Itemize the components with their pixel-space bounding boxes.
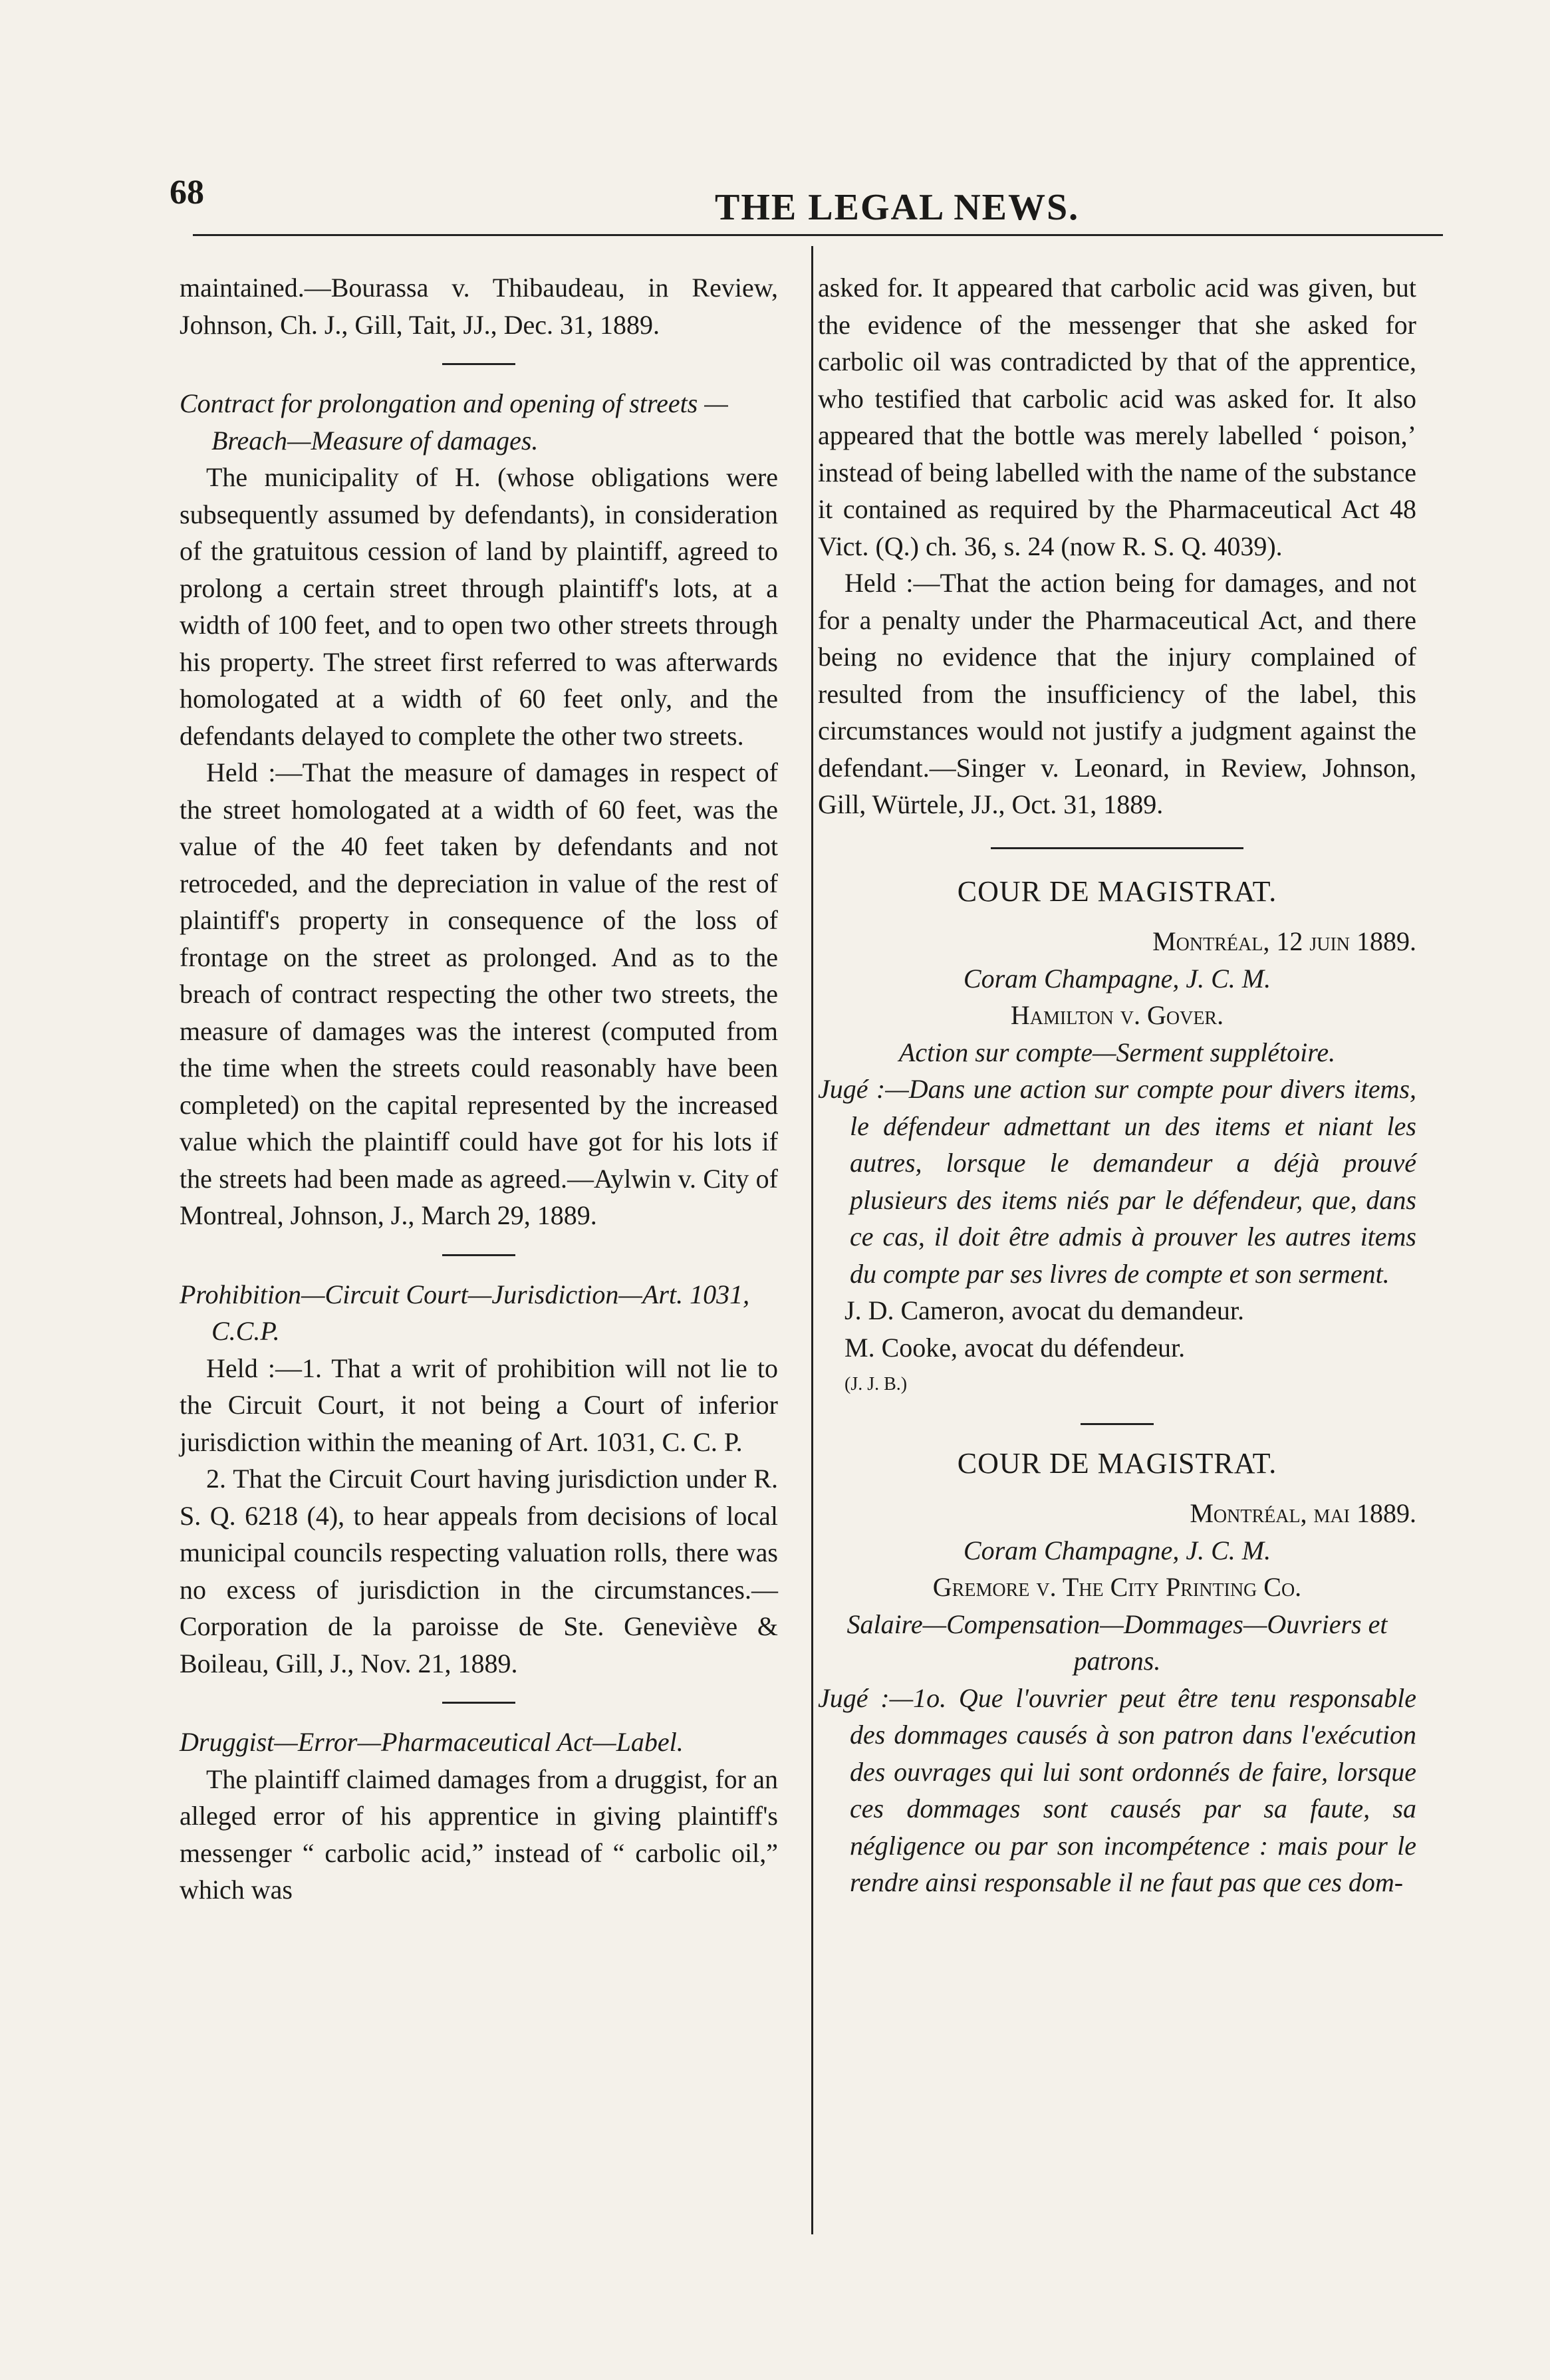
- separator: [442, 363, 515, 365]
- judgment: Jugé :—1o. Que l'ouvrier peut être tenu responsable des dommages causés à son patron dans l'exécution des ouvrages qui lui sont ordonnés de faire, lorsque ces dommages sont causés par sa faute, sa négligence ou par son incompétence : mais pour le rendre ainsi responsable il ne faut pas que ces dom-: [818, 1682, 1416, 1897]
- paragraph-held-1: Held :—1. That a writ of prohibition will not lie to the Circuit Court, it not being a Court of inferior jurisdiction within the meaning of Art. 1031, C. C. P.: [180, 1353, 778, 1457]
- separator: [442, 1702, 515, 1704]
- left-column: [180, 269, 778, 1909]
- case-heading-druggist: Druggist—Error—Pharmaceutical Act—Label.: [180, 1727, 684, 1757]
- paragraph-held-druggist: Held :—That the action being for damages, and not for a penalty under the Pharmaceutical Act, and there being no evidence that the injury complained of resulted from the insufficiency of the label, this circumstances would not justify a judgment against the defendant.—Singer v. Leonard, in Review, Johnson, Gill, Würtele, JJ., Oct. 31, 1889.: [818, 568, 1416, 819]
- section-title: COUR DE MAGISTRAT.: [957, 874, 1277, 908]
- paragraph-held: Held :—That the measure of damages in respect of the street homologated at a width of 60 feet, was the value of the 40 feet taken by defendants and not retroceded, and the depreciation in value of the rest of plaintiff's property in consequence of the loss of frontage on the street as prolonged. And as to the breach of contract respecting the other two streets, the measure of damages was the interest (computed from the time when the streets could reasonably have been completed) on the capital represented by the increased value which the plaintiff could have got for his lots if the streets had been made as agreed.—Aylwin v. City of Montreal, Johnson, J., March 29, 1889.: [180, 757, 778, 1230]
- page-header: [170, 166, 1446, 233]
- subject: Action sur compte—Serment supplétoire.: [898, 1037, 1336, 1067]
- separator: [442, 1254, 515, 1256]
- right-column: [818, 269, 1416, 1901]
- case-heading-prohibition: Prohibition—Circuit Court—Jurisdiction—Art. 1031, C.C.P.: [180, 1279, 750, 1346]
- coram: Coram Champagne, J. C. M.: [963, 963, 1271, 993]
- subject: Salaire—Compensation—Dommages—Ouvriers et patrons.: [846, 1609, 1388, 1676]
- running-title: THE LEGAL NEWS.: [715, 187, 1080, 228]
- header-rule: [193, 234, 1443, 236]
- paragraph-continuation: asked for. It appeared that carbolic acid was given, but the evidence of the messenger that she asked for carbolic oil was contradicted by that of the apprentice, who testified that carbolic acid was asked for. It also appeared that the bottle was merely labelled ‘ poison,’ instead of being labelled with the name of the substance it contained as required by the Pharmaceutical Act 48 Vict. (Q.) ch. 36, s. 24 (now R. S. Q. 4039).: [818, 273, 1416, 561]
- page-number: 68: [170, 174, 204, 211]
- paragraph-druggist: The plaintiff claimed damages from a druggist, for an alleged error of his apprentice in giving plaintiff's messenger “ carbolic acid,” instead of “ carbolic oil,” which was: [180, 1764, 778, 1905]
- reporter-initials: (J. J. B.): [844, 1374, 908, 1394]
- case-heading-streets: Contract for prolongation and opening of streets —Breach—Measure of damages.: [180, 388, 728, 456]
- section-title: COUR DE MAGISTRAT.: [957, 1446, 1277, 1480]
- parties: Gremore v. The City Printing Co.: [932, 1572, 1302, 1602]
- coram: Coram Champagne, J. C. M.: [963, 1535, 1271, 1565]
- separator: [1081, 1423, 1154, 1425]
- place-date: Montréal, mai 1889.: [1190, 1498, 1416, 1528]
- paragraph-held-2: 2. That the Circuit Court having jurisdiction under R. S. Q. 6218 (4), to hear appeals from decisions of local municipal councils respecting valuation rolls, there was no excess of jurisdiction in the circumstances.—Corporation de la paroisse de Ste. Geneviève & Boileau, Gill, J., Nov. 21, 1889.: [180, 1464, 778, 1678]
- parties: Hamilton v. Gover.: [1010, 1000, 1224, 1030]
- counsel-defendant: M. Cooke, avocat du défendeur.: [844, 1332, 1186, 1363]
- counsel-plaintiff: J. D. Cameron, avocat du demandeur.: [844, 1295, 1244, 1325]
- separator: [991, 847, 1243, 849]
- intro-paragraph: maintained.—Bourassa v. Thibaudeau, in Review, Johnson, Ch. J., Gill, Tait, JJ., Dec. 31, 1889.: [180, 273, 778, 340]
- place-date: Montréal, 12 juin 1889.: [1152, 926, 1416, 956]
- paragraph-facts: The municipality of H. (whose obligations were subsequently assumed by defendants), in consideration of the gratuitous cession of land by plaintiff, agreed to prolong a certain street through plaintiff's lots, at a width of 100 feet, and to open two other streets through his property. The street first referred to was afterwards homologated at a width of 60 feet only, and the defendants delayed to complete the other two streets.: [180, 462, 778, 751]
- column-rule: [811, 246, 813, 2234]
- judgment: Jugé :—Dans une action sur compte pour divers items, le défendeur admettant un des items et niant les autres, lorsque le demandeur a déjà prouvé plusieurs des items niés par le défendeur, que, dans ce cas, il doit être admis à prouver les autres items du compte par ses livres de compte et son serment.: [818, 1074, 1416, 1289]
